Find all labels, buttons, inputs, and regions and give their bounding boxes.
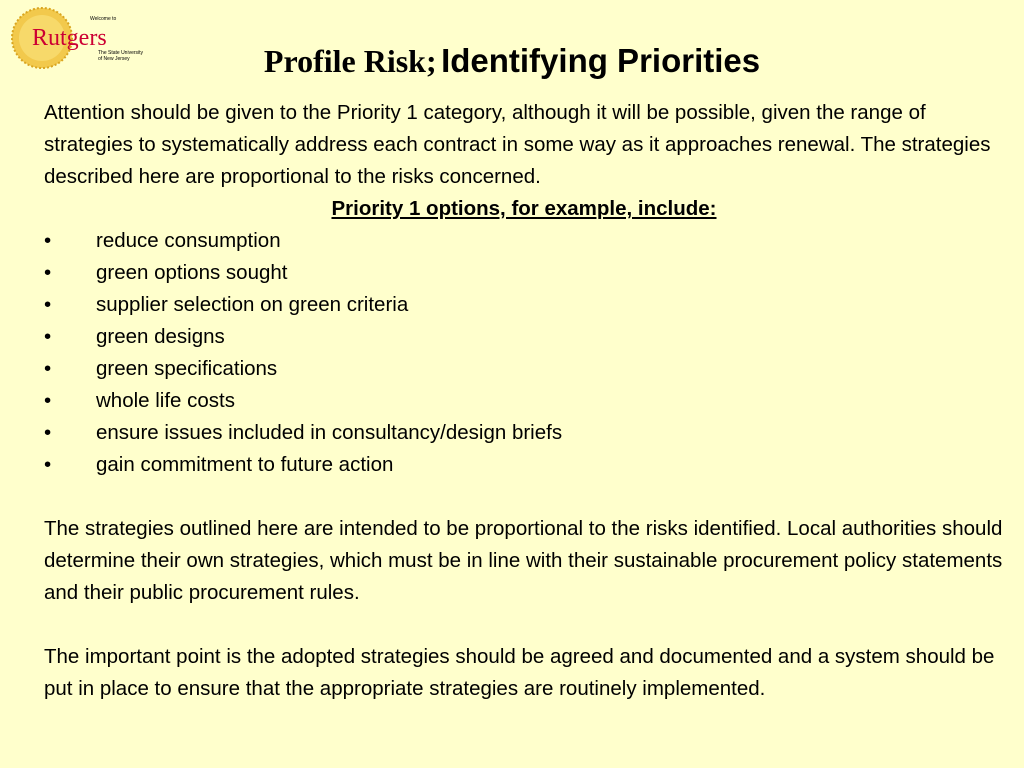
list-item-text: whole life costs [96,389,236,412]
bullet-icon: • [44,357,52,380]
priority-options-list [44,225,1004,481]
page-title [0,42,1024,80]
list-item [44,353,1004,385]
list-item-text: supplier selection on green criteria [96,293,409,316]
logo-name: Rutgers [32,25,107,51]
list-item-text: reduce consumption [96,229,281,252]
slide-body [44,97,1004,705]
logo-tagline-2: of New Jersey [98,56,130,62]
title-part-2: Identifying Priorities [441,42,761,79]
list-item [44,385,1004,417]
logo-tagline-1: The State University [98,50,144,56]
bullet-icon: • [44,325,52,348]
priority-subheading: Priority 1 options, for example, include: [331,197,717,220]
list-item-text: green options sought [96,261,288,284]
bullet-icon: • [44,389,52,412]
spacer [44,609,1004,641]
bullet-icon: • [44,453,52,476]
list-item-text: green designs [96,325,225,348]
bullet-icon: • [44,261,52,284]
title-part-1: Profile Risk; [263,43,437,79]
list-item [44,257,1004,289]
list-item [44,289,1004,321]
bullet-icon: • [44,421,52,444]
list-item [44,321,1004,353]
bullet-icon: • [44,229,52,252]
spacer [44,481,1004,513]
intro-paragraph: Attention should be given to the Priority 1 category, although it will be possible, given the range of strategies to systematically address each contract in some way as it approaches renewal. The strategies described here are proportional to the risks concerned. [44,101,991,188]
list-item [44,225,1004,257]
list-item [44,417,1004,449]
implementation-paragraph: The important point is the adopted strategies should be agreed and documented and a system should be put in place to ensure that the appropriate strategies are routinely implemented. [44,645,995,700]
bullet-icon: • [44,293,52,316]
list-item [44,449,1004,481]
list-item-text: gain commitment to future action [96,453,394,476]
list-item-text: green specifications [96,357,278,380]
logo-welcome: Welcome to [90,16,117,22]
strategies-paragraph: The strategies outlined here are intended to be proportional to the risks identified. Local authorities should determine their own strategies, which must be in line with their sustainable procurement policy statements and their public procurement rules. [44,517,1003,604]
list-item-text: ensure issues included in consultancy/design briefs [96,421,563,444]
